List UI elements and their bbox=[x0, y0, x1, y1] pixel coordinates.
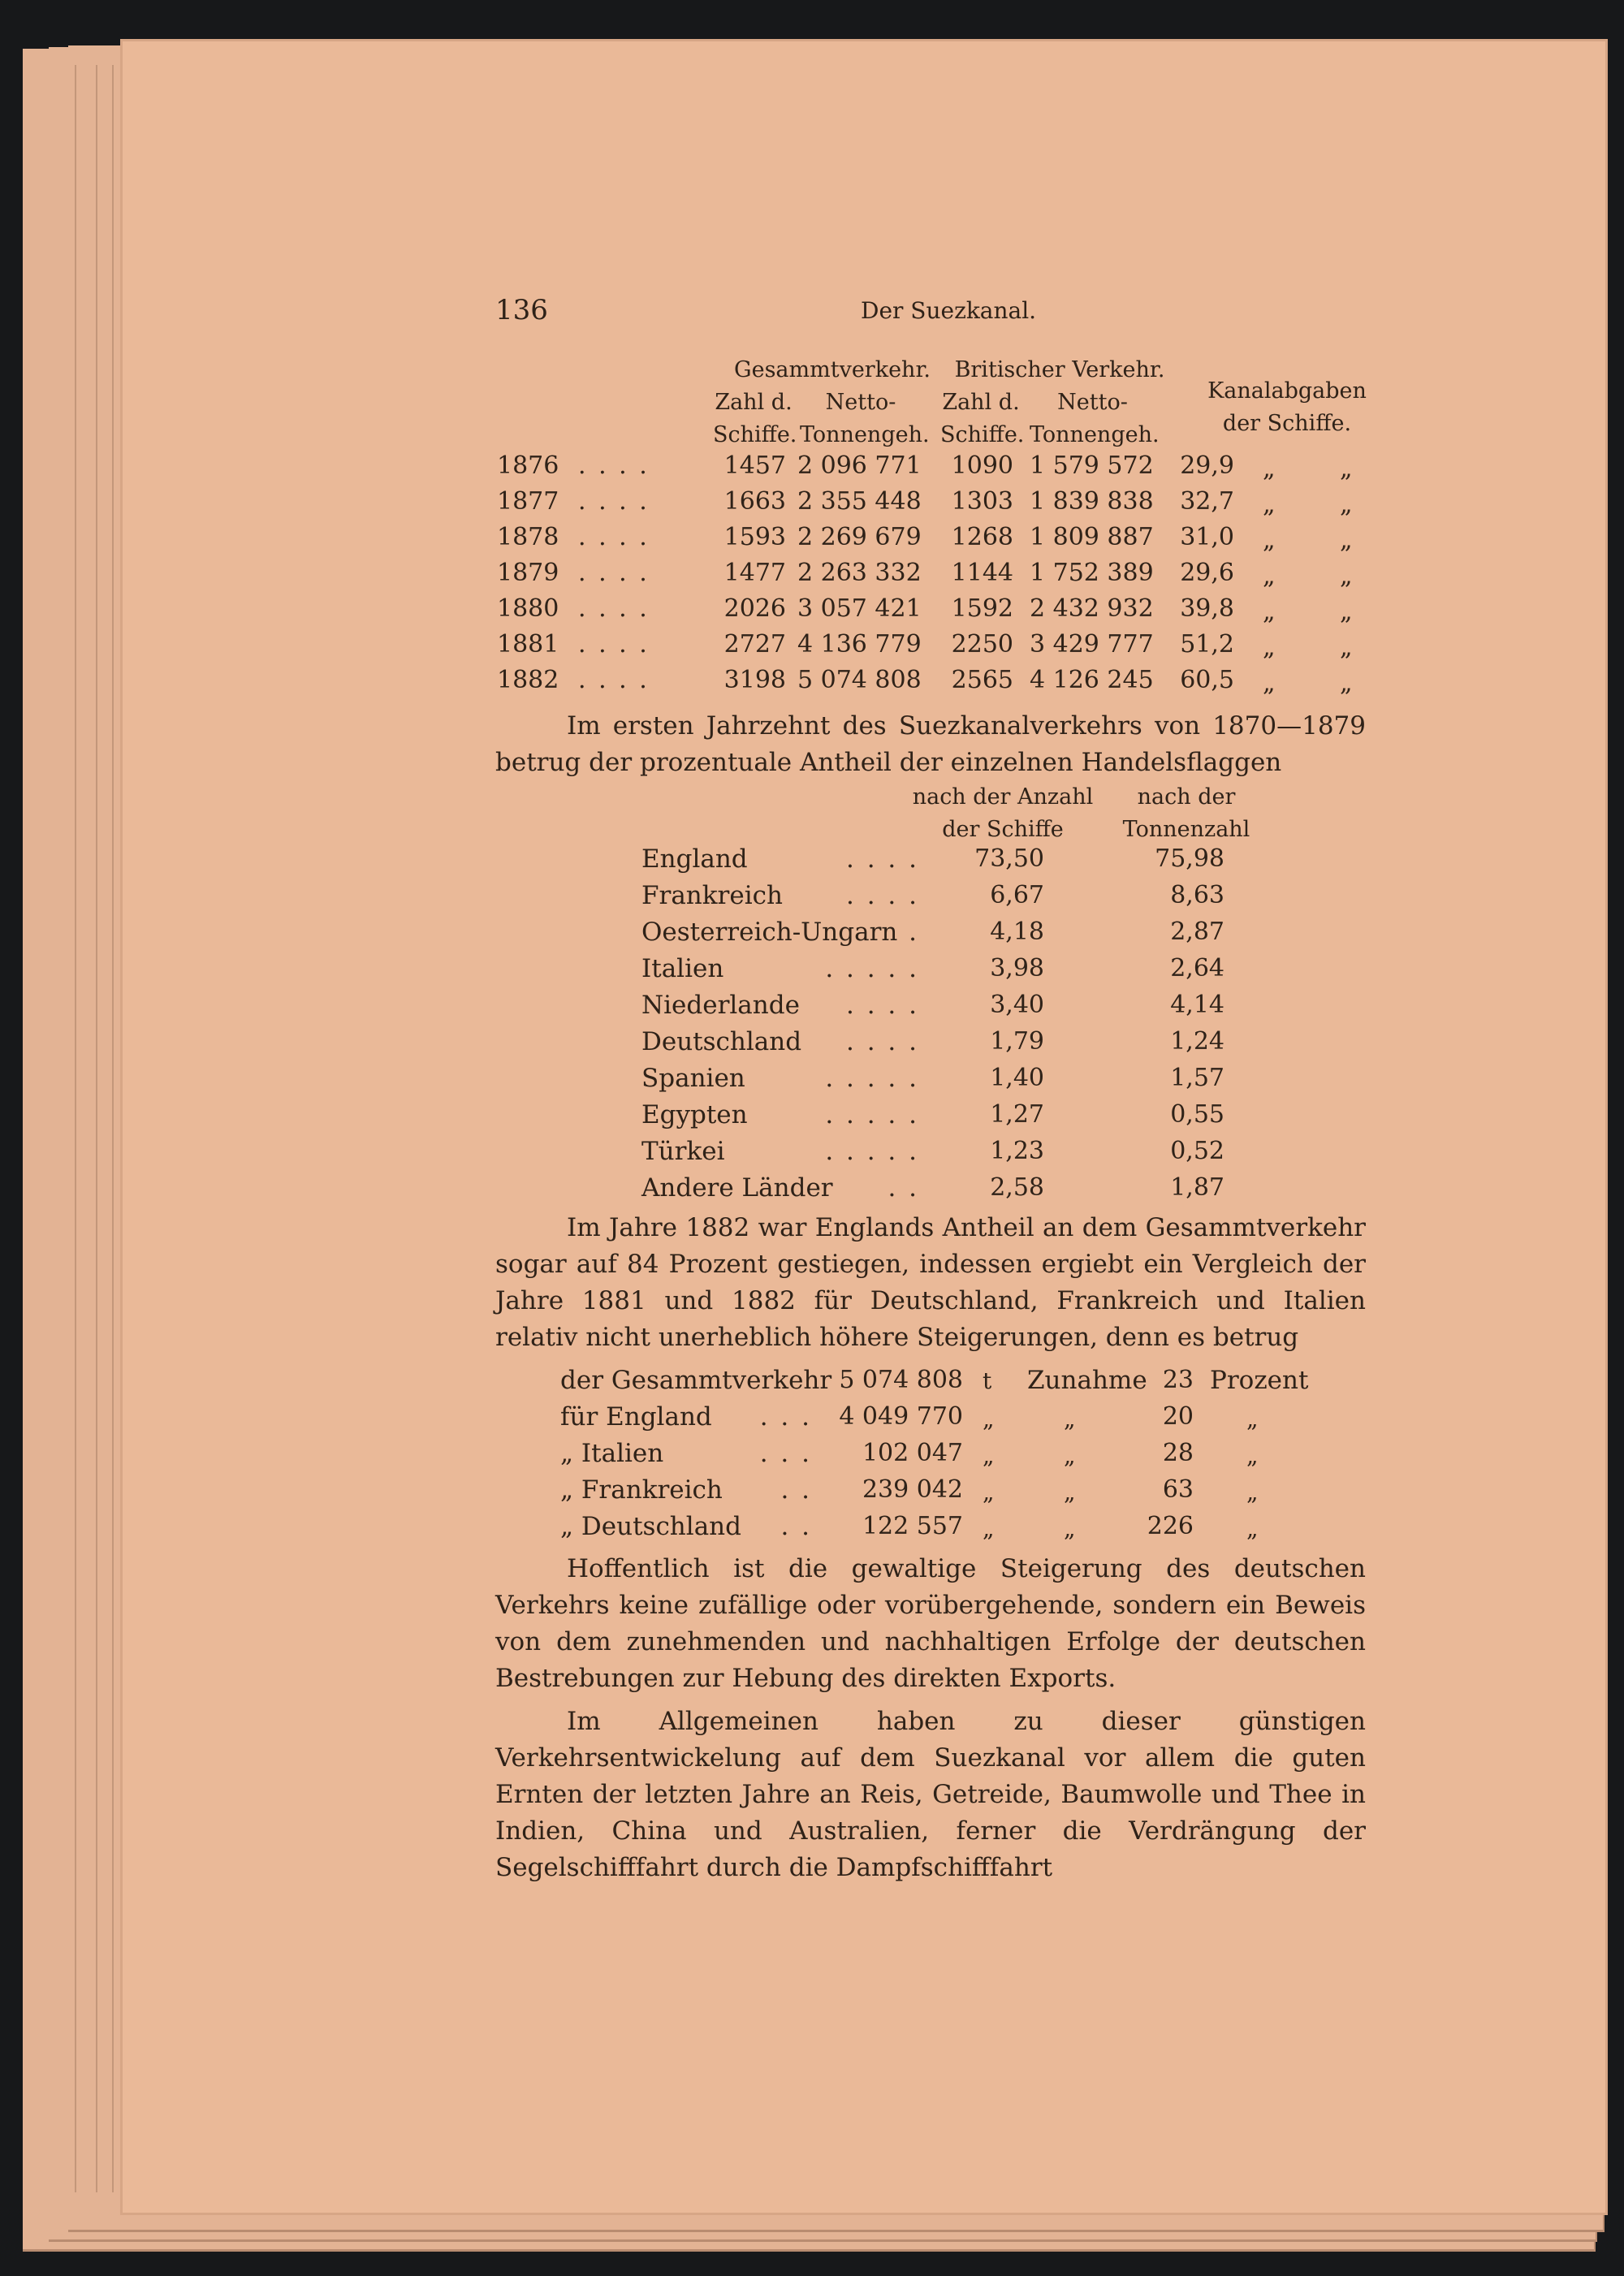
increase-cell: 63 bbox=[1162, 1475, 1194, 1504]
paragraph-flags-intro bbox=[495, 708, 1366, 781]
ships-share-cell: 1,40 bbox=[990, 1064, 1044, 1092]
tonnage-share-cell: 8,63 bbox=[1170, 881, 1224, 909]
paragraph-text: Im Jahre 1882 war Englands Antheil an dem Gesammtverkehr sogar auf 84 Prozent gestiegen, indessen ergiebt ein Vergleich der Jahre 1881 und 1882 für Deutschland, Frankreich und Italien relativ nicht unerheblich höhere Steigerungen, denn es betrug bbox=[495, 1213, 1366, 1352]
leader-dots: . . . . . bbox=[825, 1137, 919, 1166]
tonnage-share-cell: 2,64 bbox=[1170, 954, 1224, 983]
british-tonnage-cell: 4 126 245 bbox=[1030, 666, 1154, 694]
year-cell: 1880 bbox=[497, 594, 559, 623]
british-tonnage-cell: 1 579 572 bbox=[1030, 451, 1154, 480]
page-fold-line bbox=[96, 65, 97, 2192]
paragraph-text: Im ersten Jahrzehnt des Suezkanalverkehrs von 1870—1879 betrug der prozentuale Antheil der einzelnen Handelsflaggen bbox=[495, 711, 1366, 777]
ditto-mark: „ bbox=[1263, 669, 1276, 697]
ditto-mark: „ bbox=[1340, 633, 1353, 662]
header-canal-fees: Kanalabgaben der Schiffe. bbox=[1207, 378, 1367, 436]
ditto-mark: „ bbox=[1263, 455, 1276, 483]
ditto-mark: „ bbox=[983, 1442, 995, 1469]
increase-cell: 20 bbox=[1162, 1402, 1194, 1431]
ditto-mark: „ bbox=[983, 1515, 995, 1542]
ditto-mark: „ bbox=[1340, 562, 1353, 590]
fee-cell: 29,9 bbox=[1180, 451, 1234, 480]
paragraph-text: Im Allgemeinen haben zu dieser günstigen Verkehrsentwickelung auf dem Suezkanal vor allem die guten Ernten der letzten Jahre an Reis, Getreide, Baumwolle und Thee in Indien, China und Australien, ferner die Verdrängung der Segelschifffahrt durch die Dampfschifffahrt bbox=[495, 1707, 1366, 1882]
header-british-ships-count: Zahl d. Schiffe. bbox=[940, 390, 1025, 447]
leader-dots: . . . . bbox=[846, 844, 919, 874]
page-fold-line bbox=[75, 65, 76, 2192]
growth-label: „ Frankreich bbox=[560, 1475, 723, 1505]
year-cell: 1876 bbox=[497, 451, 559, 480]
ditto-mark: „ bbox=[1340, 598, 1353, 626]
leader-dots: . bbox=[909, 918, 919, 947]
paragraph-text: Hoffentlich ist die gewaltige Steigerung des deutschen Verkehrs keine zufällige oder vorübergehende, sondern ein Beweis von dem zunehmenden und nachhaltigen Erfolge der deutschen Bestrebungen zur Hebung des direkten Exports. bbox=[495, 1554, 1366, 1693]
percent-label: Prozent bbox=[1210, 1366, 1309, 1395]
leader-dots: . . . . bbox=[578, 523, 650, 551]
ships-share-cell: 3,98 bbox=[990, 954, 1044, 983]
british-ships-cell: 1303 bbox=[951, 487, 1013, 516]
tonnage-cell: 2 263 332 bbox=[797, 559, 922, 587]
leader-dots: . . . . bbox=[846, 881, 919, 910]
ships-cell: 3198 bbox=[723, 666, 786, 694]
ditto-mark: „ bbox=[983, 1406, 995, 1432]
tonnage-cell: 4 049 770 bbox=[839, 1402, 963, 1431]
growth-label: für England bbox=[560, 1402, 712, 1432]
increase-cell: 226 bbox=[1147, 1512, 1194, 1540]
tonnage-share-cell: 0,55 bbox=[1170, 1100, 1224, 1129]
header-by-tonnage: nach der Tonnenzahl bbox=[1122, 784, 1250, 842]
growth-label: „ Deutschland bbox=[560, 1512, 741, 1541]
british-tonnage-cell: 1 809 887 bbox=[1030, 523, 1154, 551]
header-british-net-tonnage: Netto- Tonnengeh. bbox=[1030, 390, 1160, 447]
ditto-mark: „ bbox=[1340, 669, 1353, 697]
increase-cell: 28 bbox=[1162, 1439, 1194, 1467]
header-ships-count: Zahl d. Schiffe. bbox=[713, 390, 797, 447]
header-net-tonnage: Netto- Tonnengeh. bbox=[800, 390, 930, 447]
flag-name: Oesterreich-Ungarn bbox=[641, 918, 898, 947]
fee-cell: 29,6 bbox=[1180, 559, 1234, 587]
ships-cell: 1593 bbox=[723, 523, 786, 551]
ditto-mark: „ bbox=[1246, 1406, 1259, 1432]
year-cell: 1881 bbox=[497, 630, 559, 659]
paragraph-german-traffic bbox=[495, 1551, 1366, 1697]
ditto-mark: „ bbox=[1263, 633, 1276, 662]
paragraph-english-share bbox=[495, 1210, 1366, 1356]
growth-label: der Gesammtverkehr bbox=[560, 1366, 832, 1395]
ships-share-cell: 1,79 bbox=[990, 1027, 1044, 1056]
ditto-mark: „ bbox=[1064, 1515, 1076, 1542]
flag-name: England bbox=[641, 844, 748, 874]
flag-name: Andere Länder bbox=[641, 1173, 833, 1203]
tonnage-cell: 122 557 bbox=[862, 1512, 963, 1540]
tonnage-cell: 2 269 679 bbox=[797, 523, 922, 551]
ships-share-cell: 4,18 bbox=[990, 918, 1044, 946]
leader-dots: . . . . . bbox=[825, 1100, 919, 1129]
ditto-mark: „ bbox=[1246, 1442, 1259, 1469]
british-tonnage-cell: 1 839 838 bbox=[1030, 487, 1154, 516]
ships-share-cell: 6,67 bbox=[990, 881, 1044, 909]
ditto-mark: „ bbox=[1263, 598, 1276, 626]
leader-dots: . . . . bbox=[578, 666, 650, 694]
british-ships-cell: 1144 bbox=[951, 559, 1013, 587]
fee-cell: 60,5 bbox=[1180, 666, 1234, 694]
british-ships-cell: 1090 bbox=[951, 451, 1013, 480]
tonnage-cell: 2 096 771 bbox=[797, 451, 922, 480]
ships-share-cell: 1,27 bbox=[990, 1100, 1044, 1129]
tonnage-share-cell: 75,98 bbox=[1155, 844, 1224, 873]
year-cell: 1879 bbox=[497, 559, 559, 587]
ditto-mark: „ bbox=[1263, 562, 1276, 590]
leader-dots: . . . . bbox=[578, 630, 650, 659]
tonnage-cell: 4 136 779 bbox=[797, 630, 922, 659]
ditto-mark: „ bbox=[1263, 490, 1276, 519]
leader-dots: . . . . bbox=[578, 559, 650, 587]
header-by-ship-count: nach der Anzahl der Schiffe bbox=[912, 784, 1094, 842]
flag-name: Frankreich bbox=[641, 881, 783, 910]
british-ships-cell: 1592 bbox=[951, 594, 1013, 623]
tonnage-cell: 2 355 448 bbox=[797, 487, 922, 516]
ships-cell: 2727 bbox=[723, 630, 786, 659]
header-british-traffic: Britischer Verkehr. bbox=[954, 357, 1165, 382]
leader-dots: . . . bbox=[759, 1402, 812, 1432]
leader-dots: . . . . . bbox=[825, 954, 919, 983]
ditto-mark: „ bbox=[1064, 1479, 1076, 1505]
british-ships-cell: 2565 bbox=[951, 666, 1013, 694]
ships-share-cell: 3,40 bbox=[990, 991, 1044, 1019]
fee-cell: 31,0 bbox=[1180, 523, 1234, 551]
ditto-mark: „ bbox=[1340, 455, 1353, 483]
ships-share-cell: 1,23 bbox=[990, 1137, 1044, 1165]
ships-share-cell: 2,58 bbox=[990, 1173, 1044, 1202]
ditto-mark: „ bbox=[1246, 1515, 1259, 1542]
ditto-mark: „ bbox=[1340, 490, 1353, 519]
british-ships-cell: 2250 bbox=[951, 630, 1013, 659]
tonnage-share-cell: 1,87 bbox=[1170, 1173, 1224, 1202]
leader-dots: . . . . bbox=[846, 1027, 919, 1056]
flag-name: Italien bbox=[641, 954, 724, 983]
leader-dots: . . . . bbox=[578, 451, 650, 480]
header-total-traffic: Gesammtverkehr. bbox=[734, 357, 931, 382]
british-tonnage-cell: 3 429 777 bbox=[1030, 630, 1154, 659]
increase-cell: 23 bbox=[1162, 1366, 1194, 1394]
running-title: Der Suezkanal. bbox=[861, 297, 1037, 324]
tonnage-cell: 3 057 421 bbox=[797, 594, 922, 623]
tonnage-share-cell: 1,24 bbox=[1170, 1027, 1224, 1056]
tonnage-cell: 102 047 bbox=[862, 1439, 963, 1467]
ships-share-cell: 73,50 bbox=[974, 844, 1044, 873]
leader-dots: . . . . bbox=[578, 487, 650, 516]
leader-dots: . . . . . bbox=[825, 1064, 919, 1093]
leader-dots: . . bbox=[780, 1475, 812, 1505]
tonnage-share-cell: 2,87 bbox=[1170, 918, 1224, 946]
tonnage-share-cell: 0,52 bbox=[1170, 1137, 1224, 1165]
ships-cell: 1477 bbox=[723, 559, 786, 587]
leader-dots: . . bbox=[888, 1173, 919, 1203]
flag-name: Niederlande bbox=[641, 991, 800, 1020]
fee-cell: 51,2 bbox=[1180, 630, 1234, 659]
british-ships-cell: 1268 bbox=[951, 523, 1013, 551]
fee-cell: 39,8 bbox=[1180, 594, 1234, 623]
ditto-mark: „ bbox=[1340, 526, 1353, 555]
ditto-mark: „ bbox=[1246, 1479, 1259, 1505]
flag-name: Spanien bbox=[641, 1064, 745, 1093]
ships-cell: 1457 bbox=[723, 451, 786, 480]
leader-dots: . . bbox=[780, 1512, 812, 1541]
flag-name: Egypten bbox=[641, 1100, 748, 1129]
british-tonnage-cell: 2 432 932 bbox=[1030, 594, 1154, 623]
ditto-mark: „ bbox=[1064, 1442, 1076, 1469]
ships-cell: 2026 bbox=[723, 594, 786, 623]
fee-cell: 32,7 bbox=[1180, 487, 1234, 516]
ditto-mark: „ bbox=[1263, 526, 1276, 555]
tonnage-cell: 5 074 808 bbox=[839, 1366, 963, 1394]
tonnage-share-cell: 4,14 bbox=[1170, 991, 1224, 1019]
year-cell: 1877 bbox=[497, 487, 559, 516]
flag-name: Deutschland bbox=[641, 1027, 802, 1056]
increase-label: Zunahme bbox=[1027, 1366, 1147, 1395]
leader-dots: . . . bbox=[759, 1439, 812, 1468]
ships-cell: 1663 bbox=[723, 487, 786, 516]
page-fold-line bbox=[112, 65, 114, 2192]
ditto-mark: „ bbox=[1064, 1406, 1076, 1432]
unit-cell: t bbox=[983, 1367, 992, 1394]
growth-label: „ Italien bbox=[560, 1439, 664, 1468]
ditto-mark: „ bbox=[983, 1479, 995, 1505]
page-number: 136 bbox=[495, 294, 548, 326]
paragraph-general-development bbox=[495, 1704, 1366, 1886]
year-cell: 1882 bbox=[497, 666, 559, 694]
leader-dots: . . . . bbox=[846, 991, 919, 1020]
british-tonnage-cell: 1 752 389 bbox=[1030, 559, 1154, 587]
flag-name: Türkei bbox=[641, 1137, 725, 1166]
tonnage-cell: 239 042 bbox=[862, 1475, 963, 1504]
leader-dots: . . . . bbox=[578, 594, 650, 623]
year-cell: 1878 bbox=[497, 523, 559, 551]
tonnage-share-cell: 1,57 bbox=[1170, 1064, 1224, 1092]
tonnage-cell: 5 074 808 bbox=[797, 666, 922, 694]
